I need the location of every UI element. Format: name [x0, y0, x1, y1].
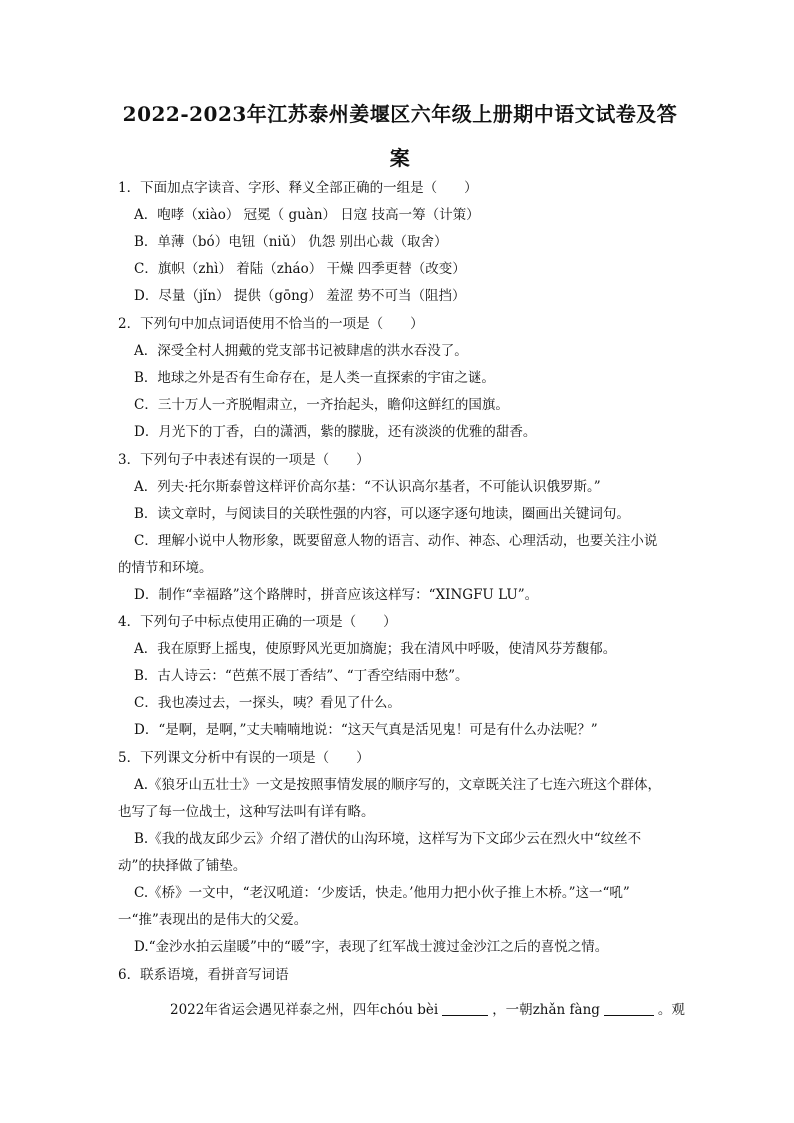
question-6-stem: 6．联系语境，看拼音写词语	[118, 967, 289, 983]
question-3-option-a: A．列夫·托尔斯泰曾这样评价高尔基：“不认识高尔基者，不可能认识俄罗斯。”	[134, 479, 601, 495]
question-5-option-c: C.《桥》一文中，“老汉吼道：‘少废话，快走。’他用力把小伙子推上木桥。”这一“吼”	[134, 885, 630, 901]
question-5-option-c-continued: 一“推”表现出的是伟大的父爱。	[118, 912, 308, 928]
question-5-option-a-continued: 也写了每一位战士，这种写法叫有详有略。	[118, 804, 375, 820]
pinyin-chou-bei: chóu bèi	[379, 1002, 439, 1018]
question-6-passage	[170, 1001, 685, 1019]
question-2-stem: 2．下列句中加点词语使用不恰当的一项是（ ）	[118, 316, 424, 332]
passage-text-mid: ，一朝	[492, 1002, 533, 1018]
question-3-stem: 3．下列句子中表述有误的一项是（ ）	[118, 452, 370, 468]
passage-text-start: 2022年省运会遇见祥泰之州，四年	[170, 1002, 380, 1018]
question-5-stem: 5．下列课文分析中有误的一项是（ ）	[118, 750, 370, 766]
question-1-option-b: B．单薄（bó）电钮（niǔ） 仇怨 别出心裁（取舍）	[134, 234, 448, 250]
question-3-option-c: C．理解小说中人物形象，既要留意人物的语言、动作、神态、心理活动，也要关注小说	[134, 533, 658, 549]
question-2-option-a: A．深受全村人拥戴的党支部书记被肆虐的洪水吞没了。	[134, 343, 468, 359]
question-4-option-a: A．我在原野上摇曳，使原野风光更加旖旎；我在清风中呼吸，使清风芬芳馥郁。	[134, 641, 617, 657]
question-1-stem: 1．下面加点字读音、字形、释义全部正确的一组是（ ）	[118, 180, 478, 196]
question-4-option-d: D．“是啊，是啊，”丈夫喃喃地说：“这天气真是活见鬼！可是有什么办法呢？”	[134, 722, 598, 738]
answer-blank-2[interactable]	[604, 1002, 654, 1016]
question-4-stem: 4．下列句子中标点使用正确的一项是（ ）	[118, 614, 397, 630]
question-5-option-b: B.《我的战友邱少云》介绍了潜伏的山沟环境，这样写为下文邱少云在烈火中“纹丝不	[134, 831, 642, 847]
question-4-option-b: B．古人诗云：“芭蕉不展丁香结”、“丁香空结雨中愁”。	[134, 668, 469, 684]
document-title-line2: 案	[389, 146, 411, 170]
question-2-option-b: B．地球之外是否有生命存在，是人类一直探索的宇宙之谜。	[134, 370, 495, 386]
passage-text-end: 。观	[657, 1002, 685, 1018]
question-4-option-c: C．我也凑过去，一探头，咦？看见了什么。	[134, 695, 401, 711]
document-title-line1: 2022-2023年江苏泰州姜堰区六年级上册期中语文试卷及答	[122, 102, 678, 126]
question-1-option-c: C．旗帜（zhì） 着陆（zháo） 干燥 四季更替（改变）	[134, 261, 466, 277]
question-2-option-d: D．月光下的丁香，白的潇洒，紫的朦胧，还有淡淡的优雅的甜香。	[134, 424, 537, 440]
question-5-option-b-continued: 动”的抉择做了铺垫。	[118, 858, 247, 874]
question-2-option-c: C．三十万人一齐脱帽肃立，一齐抬起头，瞻仰这鲜红的国旗。	[134, 397, 509, 413]
question-1-option-a: A．咆哮（xiào） 冠冕（ guàn） 日寇 技高一筹（计策）	[134, 207, 480, 223]
pinyin-zhan-fang: zhǎn fàng	[532, 1002, 600, 1018]
question-5-option-d: D.“金沙水拍云崖暖”中的“暖”字，表现了红军战士渡过金沙江之后的喜悦之情。	[134, 939, 609, 955]
answer-blank-1[interactable]	[442, 1002, 488, 1016]
question-3-option-c-continued: 的情节和环境。	[118, 560, 213, 576]
question-3-option-d: D．制作“幸福路”这个路牌时，拼音应该这样写：“XINGFU LU”。	[134, 587, 539, 603]
question-5-option-a: A.《狼牙山五壮士》一文是按照事情发展的顺序写的，文章既关注了七连六班这个群体，	[134, 777, 662, 793]
question-1-option-d: D．尽量（jǐn） 提供（gōng） 羞涩 势不可当（阻挡）	[134, 288, 466, 304]
question-3-option-b: B．读文章时，与阅读目的关联性强的内容，可以逐字逐句地读，圈画出关键词句。	[134, 506, 630, 522]
